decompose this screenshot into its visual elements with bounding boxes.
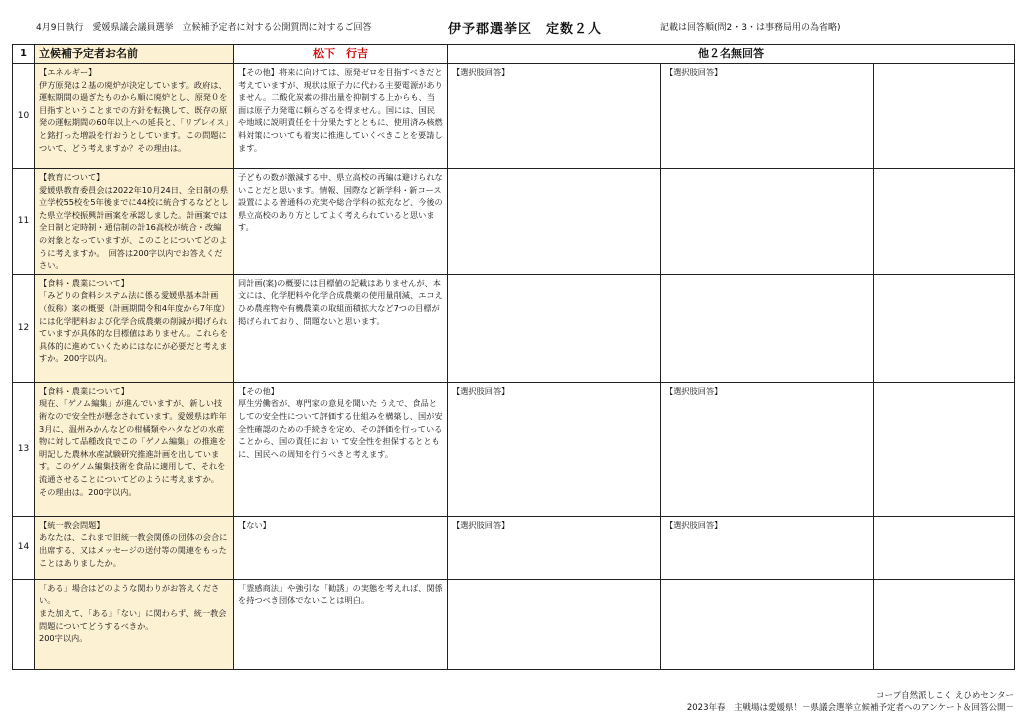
candidate-answer-cell: 同計画(案)の概要には目標値の記載はありませんが、本文には、化学肥料や化学合成農薬の使用量削減、エコえひめ農産物や有機農業の取組面積拡大など7つの目標が掲げられており、問題ないと思います。	[234, 274, 448, 382]
other-answer-cell-2	[661, 579, 874, 669]
footer-organization: コープ自然派しこく えひめセンター	[876, 691, 1014, 701]
questionnaire-table	[12, 44, 1015, 670]
question-cell: 【教育について】 愛媛県教育委員会は2022年10月24日、全日制の県立学校55校を5年後までに44校に統合するなどとした県立学校振興計画案を承認しました。計画案では全日制と定時制・通信制の計16高校が統合・改編の対象となっていますが、このことについてどのように考えますか。 回答は200字以内でお答えください。	[35, 169, 234, 275]
other-answer-cell-2: 【選択肢回答】	[661, 382, 874, 516]
question-cell: 【食料・農業について】 「みどりの食料システム法に係る愛媛県基本計画（仮称）案の概要（計画期間令和4年度から7年度）には化学肥料および化学合成農薬の削減が掲げられていますが具体的な目標値はありません。これらを具体的に進めていくためにはなにが必要だと考えますか。200字以内。	[35, 274, 234, 382]
header-note: 記載は回答順(問2・3・は事務局用の為省略)	[660, 23, 841, 33]
question-cell: 【統一教会問題】 あなたは、これまで旧統一教会関係の団体の会合に出席する、又はメッセージの送付等の関連をもったことはありましたか。	[35, 516, 234, 579]
other-answer-cell-1: 【選択肢回答】	[448, 516, 661, 579]
other-answer-cell-1	[448, 274, 661, 382]
candidate-name-header: 松下 行吉	[234, 45, 448, 64]
table-row	[13, 579, 1015, 669]
other-answer-cell-2	[661, 169, 874, 275]
candidate-answer-cell: 子どもの数が激減する中、県立高校の再編は避けられないことだと思います。情報、国際など新学科・新コース設置による普通科の充実や総合学科の拡充など、今後の県立高校のあり方としてよく考えられていると思います。	[234, 169, 448, 275]
other-answer-cell-1	[448, 579, 661, 669]
question-cell: 【食料・農業について】 現在、「ゲノム編集」が進んでいますが、新しい技術なので安全性が懸念されています。愛媛県は昨年3月に、温州みかんなどの柑橘類やハタなどの水産物に対して品種改良でこの「ゲノム編集」の推進を明記した農林水産試験研究推進計画を出しています。このゲノム編集技術を食品に適用して、それを流通させることについてどのように考えますか。 その理由は。200字以内。	[35, 382, 234, 516]
other-answer-cell-3	[874, 382, 1015, 516]
question-number: 12	[13, 274, 35, 382]
table-row	[13, 382, 1015, 516]
table-header-row	[13, 45, 1015, 64]
table-row	[13, 274, 1015, 382]
other-answer-cell-3	[874, 274, 1015, 382]
question-number	[13, 579, 35, 669]
other-answer-cell-2: 【選択肢回答】	[661, 516, 874, 579]
question-number: 13	[13, 382, 35, 516]
question-number: 14	[13, 516, 35, 579]
table-row	[13, 516, 1015, 579]
question-cell: 【エネルギー】 伊方原発は２基の廃炉が決定しています。政府は、運転期間の過ぎたものから順に廃炉とし、原発０を目指すということまでの方針を転換して、既存の原発の運転期間の60年以上への延長と、「リプレイス」と銘打った増設を行おうとしています。この問題について、どう考えますか？その理由は。	[35, 64, 234, 169]
table-row	[13, 64, 1015, 169]
question-header: 立候補予定者お名前	[35, 45, 234, 64]
candidate-answer-cell: 【その他】将来に向けては、原発ゼロを目指すべきだと考えていますが、現状は原子力に代わる主要電源がありません。二酸化炭素の排出量を抑制する上からも、当面は原子力発電に頼らざるを得ません。国には、国民や地域に説明責任を十分果たすとともに、使用済み核燃料対策についても着実に推進していくべきことを要請します。	[234, 64, 448, 169]
question-number: 10	[13, 64, 35, 169]
header-district: 伊予郡選挙区 定数２人	[448, 22, 603, 37]
other-answer-cell-1: 【選択肢回答】	[448, 382, 661, 516]
candidate-answer-cell: 【ない】	[234, 516, 448, 579]
other-answer-cell-3	[874, 516, 1015, 579]
other-answer-cell-3	[874, 579, 1015, 669]
others-header: 他２名無回答	[448, 45, 1015, 64]
other-answer-cell-2	[661, 274, 874, 382]
table-row	[13, 169, 1015, 275]
footer-campaign-title: 2023年春 主戦場は愛媛県！－県議会選挙立候補予定者へのアンケート＆回答公開－	[686, 703, 1014, 713]
question-cell: 「ある」場合はどのような関わりがお答えください。 また加えて、「ある」「ない」に関わらず、統一教会問題についてどうするべきか。 200字以内。	[35, 579, 234, 669]
other-answer-cell-2: 【選択肢回答】	[661, 64, 874, 169]
number-header: 1	[13, 45, 35, 64]
header-election-info: 4月9日執行 愛媛県議会議員選挙 立候補予定者に対する公開質問に対するご回答	[36, 23, 372, 33]
other-answer-cell-1: 【選択肢回答】	[448, 64, 661, 169]
other-answer-cell-1	[448, 169, 661, 275]
candidate-answer-cell: 「霊感商法」や強引な「勧誘」の実態を考えれば、関係を持つべき団体でないことは明白。	[234, 579, 448, 669]
other-answer-cell-3	[874, 169, 1015, 275]
candidate-answer-cell: 【その他】 厚生労働省が、専門家の意見を聞いた うえで、食品としての安全性について評価する仕組みを構築し、国が安全性確認のための手続きを定め、その評価を行っていることから、国の責任にお い て安全性を担保するとともに、国民への周知を行うべきと考えます。	[234, 382, 448, 516]
table-body	[13, 64, 1015, 670]
question-number: 11	[13, 169, 35, 275]
other-answer-cell-3	[874, 64, 1015, 169]
